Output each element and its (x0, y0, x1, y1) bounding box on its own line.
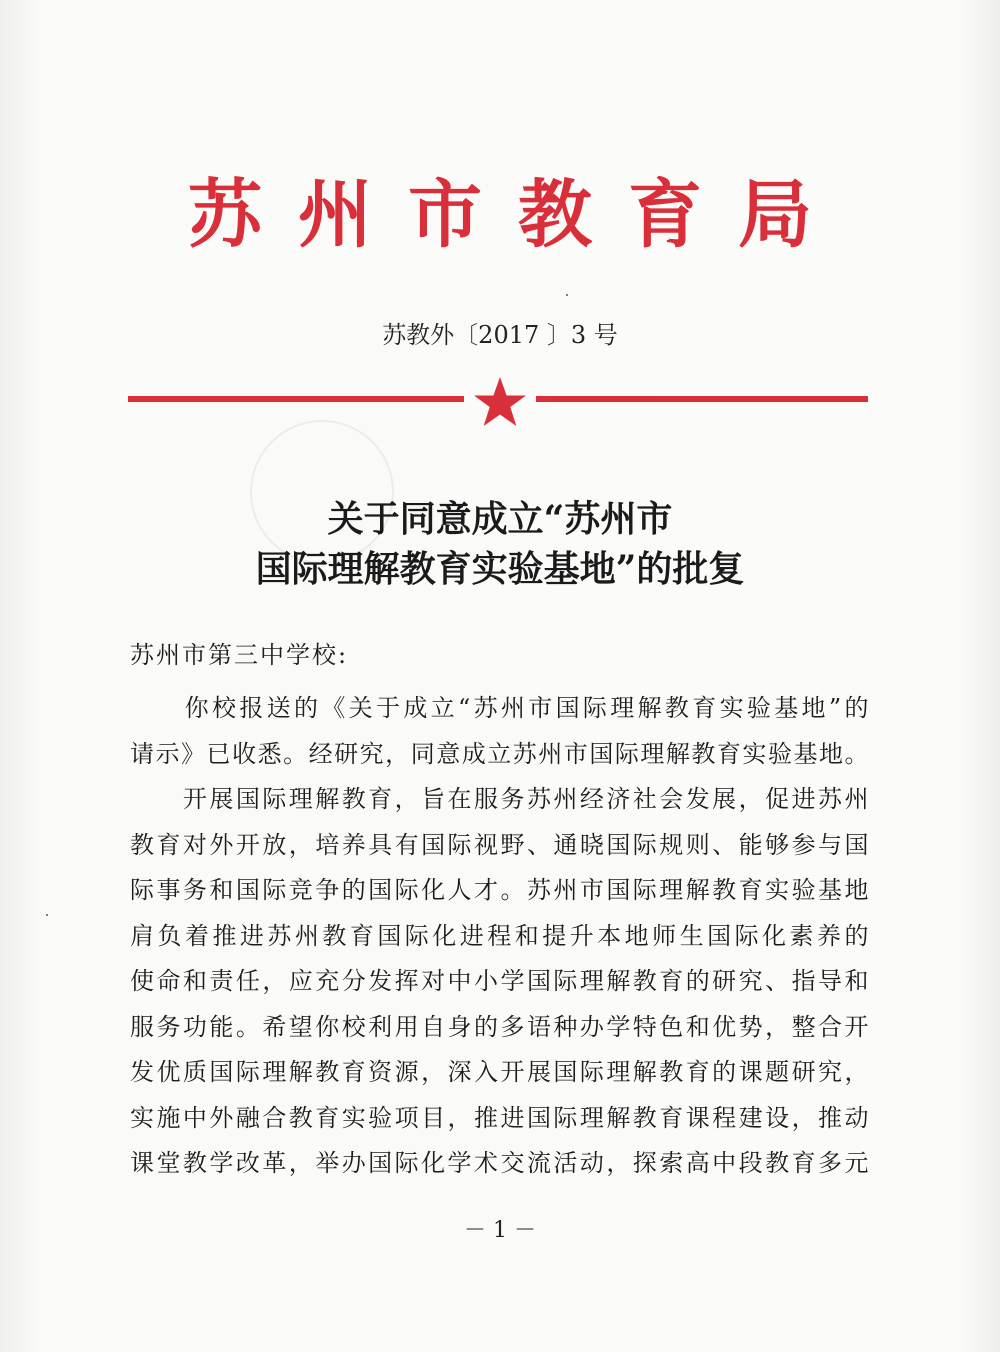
body-line: 肩负着推进苏州教育国际化进程和提升本地师生国际化素养的 (130, 921, 870, 950)
body-line: 请示》已收悉。经研究，同意成立苏州市国际理解教育实验基地。 (130, 739, 870, 768)
red-divider-right (536, 396, 868, 402)
scan-speck (46, 914, 48, 916)
body-line: 服务功能。希望你校利用自身的多语种办学特色和优势，整合开 (130, 1012, 870, 1041)
body-line: 开展国际理解教育，旨在服务苏州经济社会发展，促进苏州 (130, 785, 870, 813)
body-line: 教育对外开放，培养具有国际视野、通晓国际规则、能够参与国 (130, 830, 870, 859)
body-line: 际事务和国际竞争的国际化人才。苏州市国际理解教育实验基地 (130, 876, 870, 904)
document-title (0, 494, 1000, 594)
masthead-organization: 苏州市教育局 (188, 172, 848, 258)
title-line-1: 关于同意成立“苏州市 (327, 498, 673, 540)
document-number: 苏教外〔2017 〕3 号 (382, 321, 618, 349)
body-text (130, 686, 870, 1187)
body-line: 发优质国际理解教育资源，深入开展国际理解教育的课题研究， (130, 1058, 870, 1086)
scan-speck (566, 294, 568, 296)
body-line: 实施中外融合教育实验项目，推进国际理解教育课程建设，推动 (130, 1103, 870, 1132)
body-line: 你校报送的《关于成立“苏州市国际理解教育实验基地”的 (130, 694, 870, 722)
body-line: 课堂教学改革，举办国际化学术交流活动，探索高中段教育多元 (130, 1149, 870, 1177)
addressee: 苏州市第三中学校: (130, 641, 349, 669)
page-number: － 1 － (464, 1218, 536, 1243)
body-line: 使命和责任，应充分发挥对中小学国际理解教育的研究、指导和 (130, 967, 870, 995)
red-divider-left (128, 396, 464, 402)
star-icon (472, 375, 528, 429)
title-line-2: 国际理解教育实验基地”的批复 (255, 548, 745, 590)
